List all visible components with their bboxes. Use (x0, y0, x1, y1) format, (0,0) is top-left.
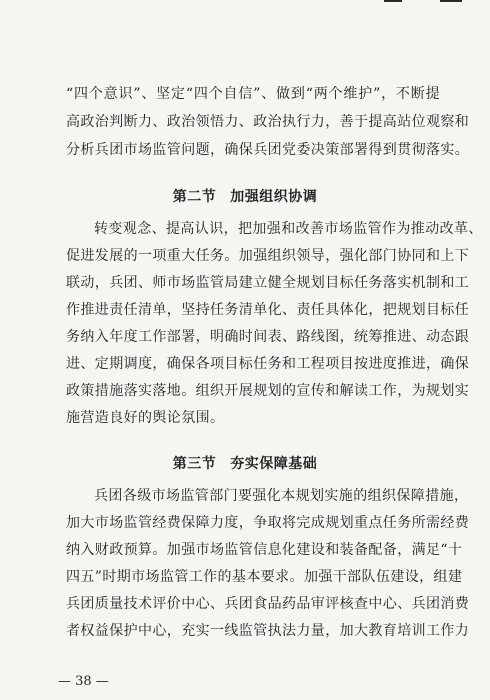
paragraph-line: 施营造良好的舆论氛围。 (66, 410, 225, 426)
section-title: 夯实保障基础 (230, 456, 318, 472)
section-heading-2 (0, 188, 490, 206)
paragraph-line: 兵团质量技术评价中心、兵团食品药品审评核查中心、兵团消费 (66, 596, 470, 612)
paragraph-line: 纳入财政预算。加强市场监管信息化建设和装备配备，满足“十 (66, 542, 463, 558)
paragraph-line: 进、定期调度，确保各项目标任务和工程项目按进度推进，确保 (66, 356, 470, 372)
paragraph-line: 政策措施落实落地。组织开展规划的宣传和解读工作，为规划实 (66, 383, 470, 399)
paragraph-line: “四个意识”、坚定“四个自信”、做到“两个维护”，不断提 (66, 86, 440, 102)
paragraph-line: 分析兵团市场监管问题，确保兵团党委决策部署得到贯彻落实。 (66, 142, 470, 158)
section-title: 加强组织协调 (230, 189, 318, 205)
paragraph-line: 兵团各级市场监管部门要强化本规划实施的组织保障措施， (94, 488, 469, 504)
paragraph-line: 务纳入年度工作部署，明确时间表、路线图，统筹推进、动态跟 (66, 329, 470, 345)
paragraph-line: 促进发展的一项重大任务。加强组织领导，强化部门协同和上下 (66, 248, 470, 264)
section-number: 第三节 (172, 456, 217, 472)
paragraph-line: 者权益保护中心，充实一线监管执法力量，加大教育培训工作力 (66, 623, 470, 639)
paragraph-line: 转变观念、提高认识，把加强和改善市场监管作为推动改革、 (94, 221, 483, 237)
section-heading-3 (0, 455, 490, 473)
section-number: 第二节 (172, 189, 217, 205)
paragraph-line: 作推进责任清单，坚持任务清单化、责任具体化，把规划目标任 (66, 302, 470, 318)
paragraph-line: 四五”时期市场监管工作的基本要求。加强干部队伍建设，组建 (66, 569, 463, 585)
paragraph-line: 联动，兵团、师市场监管局建立健全规划目标任务落实机制和工 (66, 275, 470, 291)
page-number: — 38 — (58, 674, 109, 689)
paragraph-line: 加大市场监管经费保障力度，争取将完成规划重点任务所需经费 (66, 515, 470, 531)
paragraph-line: 高政治判断力、政治领悟力、政治执行力，善于提高站位观察和 (66, 114, 470, 130)
